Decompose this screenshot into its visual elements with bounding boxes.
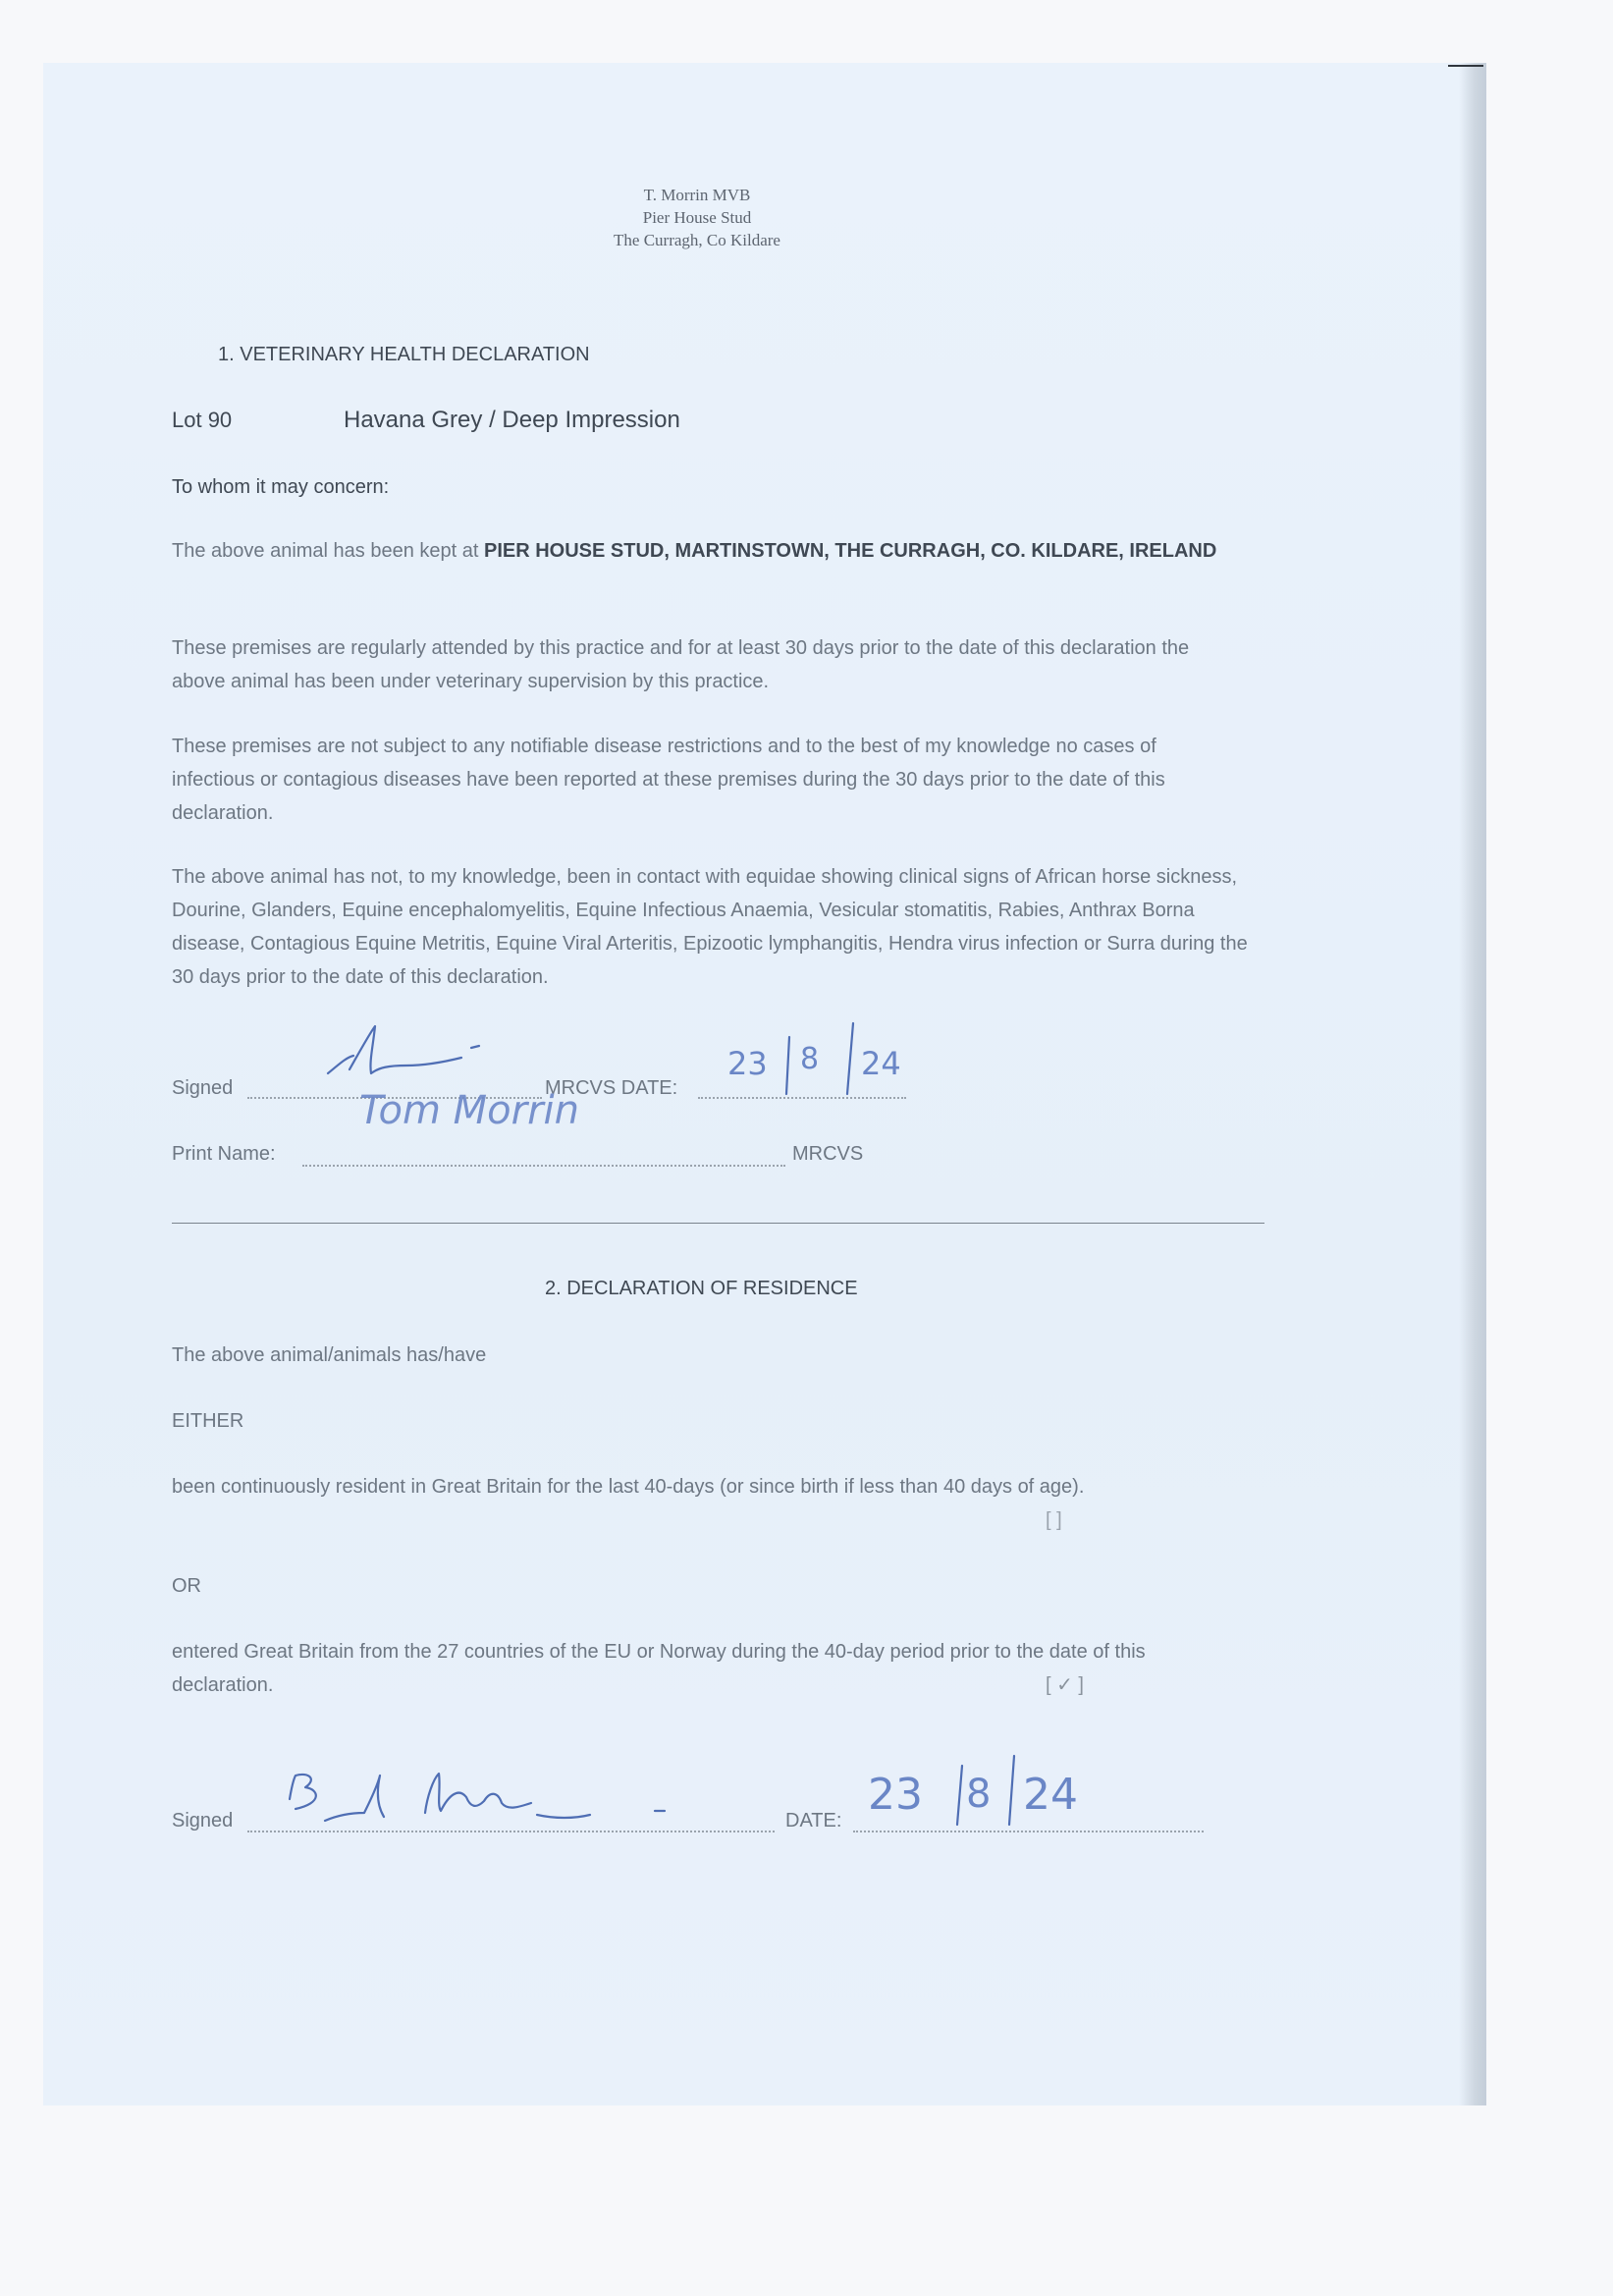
premises-address: PIER HOUSE STUD, MARTINSTOWN, THE CURRAGH, CO. KILDARE, IRELAND <box>484 540 1217 562</box>
letterhead-address: The Curragh, Co Kildare <box>614 231 780 249</box>
owner-date-slash-1 <box>957 1766 962 1825</box>
section2-heading: 2. DECLARATION OF RESIDENCE <box>545 1278 858 1299</box>
either-label: EITHER <box>172 1410 244 1432</box>
vet-printed-name-text: Tom Morrin <box>359 1088 579 1133</box>
owner-signed-label: Signed <box>172 1810 234 1831</box>
owner-date-day: 23 <box>868 1770 923 1820</box>
lot-number: Lot 90 <box>172 408 233 432</box>
vet-date-slash-2 <box>847 1023 853 1094</box>
scan-edge-shadow <box>1459 63 1486 2105</box>
mrcvs-suffix: MRCVS <box>792 1143 864 1165</box>
print-name-label: Print Name: <box>172 1143 276 1165</box>
vet-signature-stroke-1 <box>328 1026 461 1073</box>
section1-heading: 1. VETERINARY HEALTH DECLARATION <box>218 344 590 365</box>
vet-signed-label: Signed <box>172 1077 234 1099</box>
owner-date-year: 24 <box>1023 1770 1078 1820</box>
lot-name: Havana Grey / Deep Impression <box>344 407 680 433</box>
vet-date-slash-1 <box>786 1037 789 1094</box>
restrictions-paragraph: These premises are not subject to any notifiable disease restrictions and to the best of my knowledge no cases of infectious or contagious diseases have been reported at these premises during the 30 days prior to the date of this declaration. <box>172 736 1165 824</box>
owner-date-label: DATE: <box>785 1810 842 1831</box>
mrcvs-date-label: MRCVS DATE: <box>545 1077 678 1099</box>
premises-prefix: The above animal has been kept at <box>172 540 484 562</box>
salutation: To whom it may concern: <box>172 476 390 498</box>
supervision-paragraph: These premises are regularly attended by this practice and for at least 30 days prior to the date of this declaration the above animal has been under veterinary supervision by this practice. <box>172 637 1190 692</box>
vet-date-day: 23 <box>727 1045 768 1082</box>
letterhead-vet-name: T. Morrin MVB <box>643 186 751 204</box>
residence-option-2: entered Great Britain from the 27 countries of the EU or Norway during the 40-day period prior to the date of this declaration. <box>172 1641 1146 1696</box>
vet-handwritten-date <box>722 1019 947 1098</box>
or-label: OR <box>172 1575 201 1597</box>
owner-date-month: 8 <box>966 1772 992 1817</box>
vet-signature-stroke-2 <box>471 1046 479 1048</box>
owner-signature-stroke-4 <box>537 1815 590 1818</box>
residence-intro: The above animal/animals has/have <box>172 1344 487 1366</box>
owner-signature-stroke-3 <box>425 1774 531 1813</box>
owner-date-line <box>853 1831 1204 1832</box>
residence-option-1: been continuously resident in Great Britain for the last 40-days (or since birth if less than 40 days of age). <box>172 1476 1085 1498</box>
letterhead-stud-name: Pier House Stud <box>642 208 752 227</box>
owner-signature <box>280 1758 692 1836</box>
print-name-line <box>302 1165 785 1167</box>
scan-corner-mark <box>1448 65 1483 67</box>
disease-contact-paragraph: The above animal has not, to my knowledge, been in contact with equidae showing clinical signs of African horse sickness, Dourine, Glanders, Equine encephalomyelitis, Equine Infectious Anaemia, Vesicular stomatitis, Rabies, Anthrax Borna disease, Contagious Equine Metritis, Equine Viral Arteritis, Epizootic lymphangitis, Hendra virus infection or Surra during the 30 days prior to the date of this declaration. <box>172 866 1248 988</box>
owner-date-slash-2 <box>1009 1756 1014 1825</box>
vet-printed-name <box>353 1068 707 1147</box>
owner-signature-stroke-2 <box>325 1776 384 1821</box>
option-2-checkbox: [ ✓ ] <box>1046 1674 1084 1696</box>
owner-handwritten-date <box>864 1750 1119 1829</box>
vet-date-year: 24 <box>861 1045 901 1082</box>
letterhead <box>511 184 884 251</box>
premises-paragraph <box>172 534 1242 568</box>
vet-date-month: 8 <box>800 1042 820 1076</box>
option-1-checkbox: [ ] <box>1046 1509 1062 1531</box>
section-divider <box>172 1223 1264 1224</box>
owner-signature-stroke-1 <box>290 1775 316 1809</box>
